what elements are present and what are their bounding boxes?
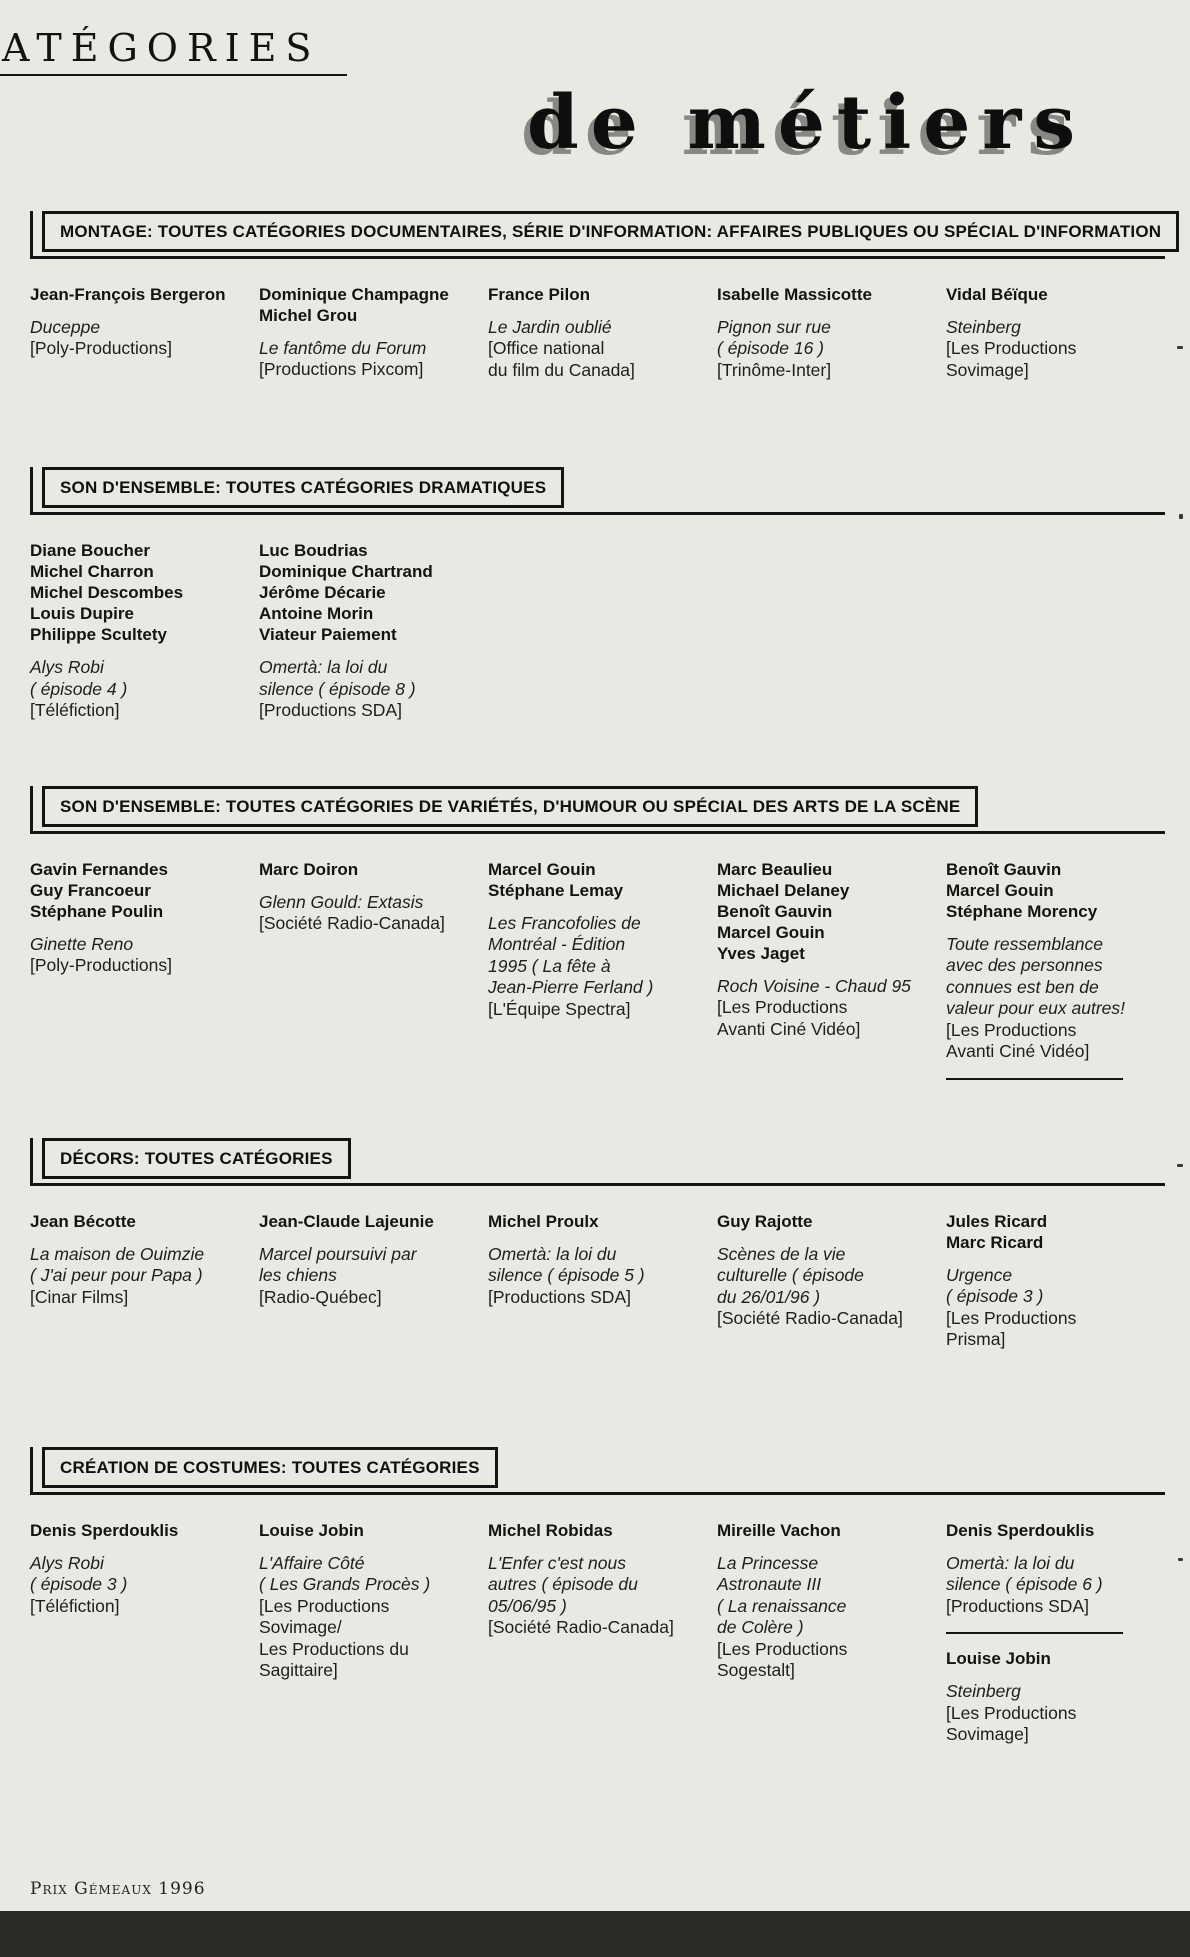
entry-work [488,913,689,999]
producer-line: [Téléfiction] [30,1595,120,1616]
nominee-column [946,1211,1147,1351]
work-line: les chiens [259,1265,337,1286]
entry-divider [946,1078,1123,1080]
entry-names [488,859,689,901]
work-line: Steinberg [946,316,1021,337]
producer-line: [L'Équipe Spectra] [488,998,631,1019]
producer-line: [Société Radio-Canada] [488,1617,674,1638]
award-category-section [30,211,1165,382]
entry-producer [488,999,689,1021]
entry-producer [30,1287,231,1309]
work-line: du 26/01/96 ) [717,1286,821,1307]
work-line: La maison de Ouimzie [30,1243,205,1264]
entry-producer [259,359,460,381]
nominees-grid [30,540,1165,722]
nominee-entry [946,859,1147,1063]
nominee-entry [488,1520,689,1639]
entry-work [488,1553,689,1618]
work-line: Roch Voisine - Chaud 95 [717,975,911,996]
entry-work [259,892,460,914]
work-line: culturelle ( épisode [717,1265,864,1286]
work-line: Duceppe [30,316,101,337]
entry-producer [946,1596,1147,1618]
entry-work [717,1553,918,1639]
nominee-entry [946,1520,1147,1618]
nominee-entry [488,859,689,1021]
producer-line: Sovimage] [946,359,1029,380]
entry-names [259,859,460,880]
section-header-left-bar [30,786,33,834]
names-line: Marc Ricard [946,1232,1044,1252]
producer-line: [Office national [488,338,605,359]
producer-line: [Productions SDA] [259,700,402,721]
names-line: Isabelle Massicotte [717,284,872,304]
entry-producer [946,1308,1147,1351]
producer-line: [Société Radio-Canada] [259,913,445,934]
nominee-column [488,1211,689,1351]
entry-work [717,1244,918,1309]
nominee-entry [30,859,231,977]
section-header [42,1138,1165,1179]
producer-line: [Les Productions [946,338,1077,359]
entry-producer [946,1020,1147,1063]
entry-work [30,317,231,339]
work-line: L'Affaire Côté [259,1552,365,1573]
names-line: Jérôme Décarie [259,583,386,603]
nominee-column [946,1520,1147,1746]
nominee-entry [488,284,689,382]
nominee-entry [259,859,460,935]
entry-names [717,859,918,964]
nominee-column [259,859,460,1094]
work-line: Montréal - Édition [488,934,626,955]
producer-line: [Trinôme-Inter] [717,359,832,380]
work-line: ( Les Grands Procès ) [259,1574,431,1595]
entry-names [946,1648,1147,1669]
section-header-rule [30,512,1165,515]
producer-line: [Poly-Productions] [30,338,173,359]
producer-line: Sovimage/ [259,1617,342,1638]
names-line: Denis Sperdouklis [946,1520,1095,1540]
section-header-rule [30,256,1165,259]
names-line: Benoît Gauvin [946,859,1062,879]
producer-line: Avanti Ciné Vidéo] [717,1018,861,1039]
names-line: Michel Charron [30,562,154,582]
nominee-column [488,1520,689,1746]
work-line: de Colère ) [717,1617,804,1638]
entry-names [488,284,689,305]
entry-work [30,1244,231,1287]
sections-container [30,211,1165,1746]
producer-line: [Les Productions [946,1702,1077,1723]
entry-work [259,1244,460,1287]
entry-names [259,1211,460,1232]
entry-producer [259,1287,460,1309]
entry-work [30,1553,231,1596]
entry-producer [717,360,918,382]
nominee-entry [30,284,231,360]
work-line: silence ( épisode 5 ) [488,1265,645,1286]
section-header-box [42,1447,498,1488]
producer-line: du film du Canada] [488,359,635,380]
page-title: de métiers [527,80,1087,166]
nominee-column [259,284,460,382]
section-header-label: CRÉATION DE COSTUMES: TOUTES CATÉGORIES [60,1457,480,1477]
nominee-entry [259,284,460,381]
nominee-entry [717,859,918,1041]
producer-line: [Les Productions [259,1595,390,1616]
section-header-left-bar [30,1447,33,1495]
section-header [42,467,1165,508]
nominee-entry [717,284,918,382]
section-header-left-bar [30,211,33,259]
entry-names [717,284,918,305]
names-line: Gavin Fernandes [30,859,168,879]
entry-names [30,284,231,305]
entry-names [946,284,1147,305]
entry-work [30,934,231,956]
work-line: silence ( épisode 6 ) [946,1574,1103,1595]
work-line: autres ( épisode du [488,1574,638,1595]
names-line: Stéphane Lemay [488,880,624,900]
work-line: ( J'ai peur pour Papa ) [30,1265,203,1286]
nominees-grid [30,859,1165,1094]
names-line: Stéphane Poulin [30,901,164,921]
work-line: ( épisode 3 ) [946,1286,1044,1307]
nominee-column [30,859,231,1094]
names-line: Marc Doiron [259,859,359,879]
names-line: Philippe Scultety [30,625,167,645]
work-line: 05/06/95 ) [488,1595,567,1616]
section-header [42,1447,1165,1488]
work-line: connues est ben de [946,976,1099,997]
producer-line: [Radio-Québec] [259,1286,382,1307]
names-line: Marc Beaulieu [717,859,833,879]
names-line: Marcel Gouin [946,880,1054,900]
producer-line: [Les Productions [717,1638,848,1659]
work-line: Le fantôme du Forum [259,337,427,358]
scan-speck [1177,1164,1183,1167]
producer-line: [Téléfiction] [30,700,120,721]
work-line: Omertà: la loi du [259,657,388,678]
entry-work [30,657,231,700]
nominee-entry [717,1520,918,1682]
entry-producer [946,338,1147,381]
entry-work [488,1244,689,1287]
nominee-column [717,859,918,1094]
entry-producer [488,1287,689,1309]
entry-producer [946,1703,1147,1746]
nominee-column [488,859,689,1094]
work-line: Steinberg [946,1681,1021,1702]
footer-text: Prix Gémeaux 1996 [30,1879,206,1899]
work-line: Omertà: la loi du [488,1243,617,1264]
section-header-box [42,1138,351,1179]
producer-line: [Productions Pixcom] [259,359,424,380]
section-header-rule [30,1492,1165,1495]
nominee-column [946,284,1147,382]
scan-speck [1178,1558,1183,1561]
nominee-column [488,540,689,722]
entry-producer [30,955,231,977]
names-line: Jean-Claude Lajeunie [259,1211,434,1231]
work-line: ( épisode 16 ) [717,338,825,359]
nominee-entry [259,1211,460,1309]
entry-producer [30,1596,231,1618]
entry-producer [259,913,460,935]
section-header-box [42,211,1179,252]
entry-producer [488,338,689,381]
entry-producer [259,700,460,722]
names-line: Guy Rajotte [717,1211,813,1231]
work-line: Urgence [946,1264,1013,1285]
names-line: Michel Proulx [488,1211,599,1231]
entry-work [717,317,918,360]
section-header-left-bar [30,467,33,515]
nominee-entry [30,1211,231,1309]
producer-line: [Productions SDA] [488,1286,631,1307]
entry-work [488,317,689,339]
nominee-entry [30,1520,231,1618]
names-line: Vidal Béïque [946,284,1048,304]
entry-names [717,1520,918,1541]
section-header-label: SON D'ENSEMBLE: TOUTES CATÉGORIES DE VARIÉTÉS, D'HUMOUR OU SPÉCIAL DES ARTS DE LA SCÈNE [60,796,961,816]
names-line: Marcel Gouin [488,859,596,879]
names-line: France Pilon [488,284,591,304]
entry-names [30,1211,231,1232]
names-line: Jean-François Bergeron [30,284,226,304]
section-header-box [42,467,564,508]
entry-work [946,317,1147,339]
nominee-column [946,859,1147,1094]
names-line: Benoît Gauvin [717,901,833,921]
names-line: Michel Descombes [30,583,184,603]
nominee-column [30,1520,231,1746]
work-line: ( La renaissance [717,1595,847,1616]
work-line: silence ( épisode 8 ) [259,678,416,699]
scan-speck [1177,346,1183,349]
names-line: Jules Ricard [946,1211,1048,1231]
section-header [42,786,1165,827]
page-header [2,26,1165,166]
names-line: Louise Jobin [259,1520,364,1540]
section-header-label: MONTAGE: TOUTES CATÉGORIES DOCUMENTAIRES, SÉRIE D'INFORMATION: AFFAIRES PUBLIQUES OU SPÉCIAL D'INFORMATION [60,221,1162,241]
producer-line: [Productions SDA] [946,1595,1089,1616]
work-line: Pignon sur rue [717,316,831,337]
nominee-entry [946,284,1147,382]
entry-producer [30,338,231,360]
entry-work [946,934,1147,1020]
entry-names [488,1211,689,1232]
nominee-column [259,1520,460,1746]
entry-divider [946,1632,1123,1634]
nominees-grid [30,284,1165,382]
names-line: Mireille Vachon [717,1520,841,1540]
nominee-column [717,1520,918,1746]
names-line: Dominique Chartrand [259,562,433,582]
names-line: Dominique Champagne [259,284,449,304]
producer-line: Prisma] [946,1329,1006,1350]
work-line: ( épisode 3 ) [30,1574,128,1595]
producer-line: [Cinar Films] [30,1286,129,1307]
entry-work [717,976,918,998]
page-kicker: ATÉGORIES [2,26,321,70]
entry-work [259,1553,460,1596]
kicker-underline [0,26,347,76]
nominee-entry [259,540,460,722]
entry-names [946,1520,1147,1541]
nominee-column [30,1211,231,1351]
entry-names [488,1520,689,1541]
work-line: Alys Robi [30,1552,104,1573]
nominee-column [946,540,1147,722]
producer-line: [Poly-Productions] [30,955,173,976]
work-line: avec des personnes [946,955,1103,976]
entry-producer [30,700,231,722]
work-line: Les Francofolies de [488,912,641,933]
nominee-entry [717,1211,918,1330]
producer-line: [Les Productions [946,1307,1077,1328]
names-line: Diane Boucher [30,541,150,561]
nominee-column [30,284,231,382]
section-header-rule [30,1183,1165,1186]
nominee-column [488,284,689,382]
nominee-entry [259,1520,460,1682]
work-line: valeur pour eux autres! [946,998,1125,1019]
section-header [42,211,1165,252]
entry-producer [488,1617,689,1639]
producer-line: Avanti Ciné Vidéo] [946,1041,1090,1062]
nominee-column [717,1211,918,1351]
entry-work [259,657,460,700]
producer-line: [Les Productions [946,1019,1077,1040]
section-header-left-bar [30,1138,33,1186]
entry-names [259,540,460,645]
section-header-label: DÉCORS: TOUTES CATÉGORIES [60,1148,333,1168]
scan-edge-bar [0,1911,1190,1957]
entry-work [946,1553,1147,1596]
entry-names [259,284,460,326]
work-line: Le Jardin oublié [488,316,612,337]
section-header-box [42,786,978,827]
names-line: Michel Robidas [488,1520,613,1540]
award-category-section [30,1138,1165,1351]
names-line: Michael Delaney [717,880,850,900]
entry-work [946,1681,1147,1703]
producer-line: [Les Productions [717,997,848,1018]
nominee-entry [946,1211,1147,1351]
producer-line: Sovimage] [946,1724,1029,1745]
nominee-column [30,540,231,722]
entry-work [259,338,460,360]
entry-names [717,1211,918,1232]
scan-speck [1179,514,1183,519]
names-line: Louise Jobin [946,1649,1051,1669]
work-line: Jean-Pierre Ferland ) [488,977,654,998]
producer-line: Sogestalt] [717,1660,795,1681]
nominee-column [717,284,918,382]
entry-names [30,540,231,645]
award-category-section [30,1447,1165,1746]
entry-names [946,1211,1147,1253]
section-header-label: SON D'ENSEMBLE: TOUTES CATÉGORIES DRAMATIQUES [60,478,547,498]
work-line: Toute ressemblance [946,933,1103,954]
names-line: Viateur Paiement [259,625,397,645]
entry-producer [717,1639,918,1682]
producer-line: Les Productions du [259,1638,409,1659]
award-category-section [30,786,1165,1094]
nominee-column [259,540,460,722]
names-line: Stéphane Morency [946,901,1098,921]
entry-producer [717,997,918,1040]
nominee-entry [30,540,231,722]
nominees-grid [30,1211,1165,1351]
nominee-entry [946,1648,1147,1746]
nominee-entry [488,1211,689,1309]
entry-producer [717,1308,918,1330]
work-line: Astronaute III [717,1574,822,1595]
work-line: Marcel poursuivi par [259,1243,417,1264]
work-line: ( épisode 4 ) [30,678,128,699]
nominee-column [259,1211,460,1351]
work-line: 1995 ( La fête à [488,955,611,976]
names-line: Guy Francoeur [30,880,151,900]
work-line: L'Enfer c'est nous [488,1552,627,1573]
entry-work [946,1265,1147,1308]
names-line: Marcel Gouin [717,922,825,942]
entry-names [30,1520,231,1541]
work-line: Omertà: la loi du [946,1552,1075,1573]
work-line: Glenn Gould: Extasis [259,891,424,912]
work-line: La Princesse [717,1552,819,1573]
producer-line: [Société Radio-Canada] [717,1308,903,1329]
entry-producer [259,1596,460,1682]
producer-line: Sagittaire] [259,1660,338,1681]
work-line: Alys Robi [30,657,104,678]
names-line: Jean Bécotte [30,1211,136,1231]
names-line: Louis Dupire [30,604,134,624]
entry-names [30,859,231,922]
entry-names [946,859,1147,922]
work-line: Ginette Reno [30,933,134,954]
names-line: Denis Sperdouklis [30,1520,179,1540]
nominees-grid [30,1520,1165,1746]
work-line: Scènes de la vie [717,1243,846,1264]
nominee-column [717,540,918,722]
names-line: Antoine Morin [259,604,374,624]
names-line: Luc Boudrias [259,541,368,561]
award-category-section [30,467,1165,722]
names-line: Yves Jaget [717,943,805,963]
entry-names [259,1520,460,1541]
names-line: Michel Grou [259,305,358,325]
section-header-rule [30,831,1165,834]
